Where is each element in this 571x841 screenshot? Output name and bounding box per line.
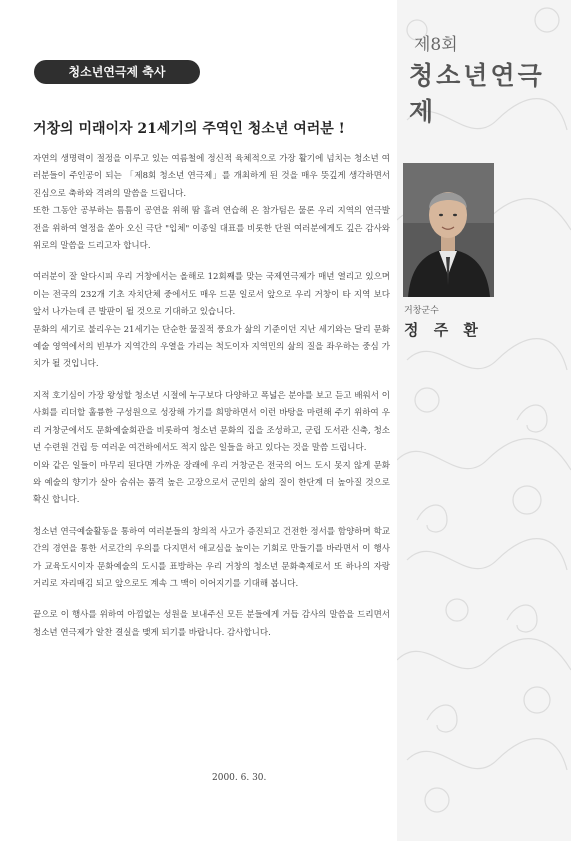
paragraph-5: 끝으로 이 행사를 위하여 아낌없는 성원을 보내주신 모든 분들에게 거듭 감사의 말씀을 드리면서 청소년 연극제가 알찬 결실을 맺게 되기를 바랍니다. 감사합니다. bbox=[33, 610, 390, 638]
date: 2000. 6. 30. bbox=[212, 773, 267, 783]
author-name: 정 주 환 bbox=[404, 321, 483, 339]
paragraph-4: 청소년 연극예술활동을 통하여 여러분들의 창의적 사고가 증진되고 건전한 정서를 함양하며 학교간의 경연을 통한 서로간의 우의를 다지면서 애교심을 높이는 기회로 만들기를 바라면서 이 행사가 교육도시이자 문화예술의 도시를 표방하는 우리 거창의 청소년 문화축제로서 또 하나의 자랑거리로 자리매김 되고 앞으로도 계속 그 맥이 이어지기를 기대해 봅니다. bbox=[33, 526, 390, 589]
paragraph-3: 지적 호기심이 가장 왕성할 청소년 시절에 누구보다 다양하고 폭넓은 분야를 보고 듣고 배워서 이 사회를 리더할 훌륭한 구성원으로 성장해 가기를 희망하면서 이런 바탕을 마련해 주기 위하여 우리 거창군에서도 문화예술회관을 비롯하여 청소년 문화의 집을 조성하고, 군립 도서관 신축, 청소년 수련원 건립 등 여러운 여건하에서도 적지 않은 일들을 하고 있다는 것을 말씀 드립니다. 이와 같은 일들이 마무리 된다면 가까운 장래에 우리 거창군은 전국의 어느 도시 못지 않게 문화와 예술의 향기가 살아 숨쉬는 품격 높은 고장으로서 군민의 삶의 질이 한단계 더 높아질 것으로 확신 합니다. bbox=[33, 390, 390, 506]
festival-number: 제8회 bbox=[414, 35, 458, 55]
author-photo bbox=[403, 163, 494, 297]
section-badge: 청소년연극제 축사 bbox=[34, 60, 200, 84]
portrait-image bbox=[403, 163, 494, 297]
festival-name: 청소년연극제 bbox=[409, 61, 545, 126]
paragraph-2: 여러분이 잘 알다시피 우리 거창에서는 올해로 12회째를 맞는 국제연극제가 매년 열리고 있으며 이는 전국의 232개 기초 자치단체 중에서도 매우 드문 일로서 앞으로 우리 거창이 타 지역 보다 앞서 나가는데 큰 발판이 될 것으로 기대하고 있습니다. 문화의 세기로 불리우는 21세기는 단순한 물질적 풍요가 삶의 기준이던 지난 세기와는 달리 문화예술 영역에서의 빈부가 지역간의 우열을 가리는 척도이자 지역민의 삶의 질을 좌우하는 중심 가치가 될 것입니다. bbox=[33, 272, 390, 370]
author-title: 거창군수 bbox=[404, 306, 439, 316]
paragraph-1: 자연의 생명력이 절정을 이루고 있는 여름철에 정신적 육체적으로 가장 활기에 넘치는 청소년 여러분들이 주인공이 되는 「제8회 청소년 연극제」를 개최하게 된 것을 매우 뜻깊게 생각하면서 진심으로 축하와 격려의 말씀을 드립니다. 또한 그동안 공부하는 틈틈이 공연을 위해 땀 흘려 연습해 온 참가팀은 물론 우리 지역의 연극발전을 위하여 열정을 쏟아 오신 극단 "입체" 이종일 대표를 비롯한 단원 여러분에게도 깊은 감사와 위로의 말씀을 드리고자 합니다. bbox=[33, 154, 390, 252]
article-body bbox=[33, 151, 390, 656]
headline: 거창의 미래이자 21세기의 주역인 청소년 여러분 ! bbox=[33, 121, 345, 137]
